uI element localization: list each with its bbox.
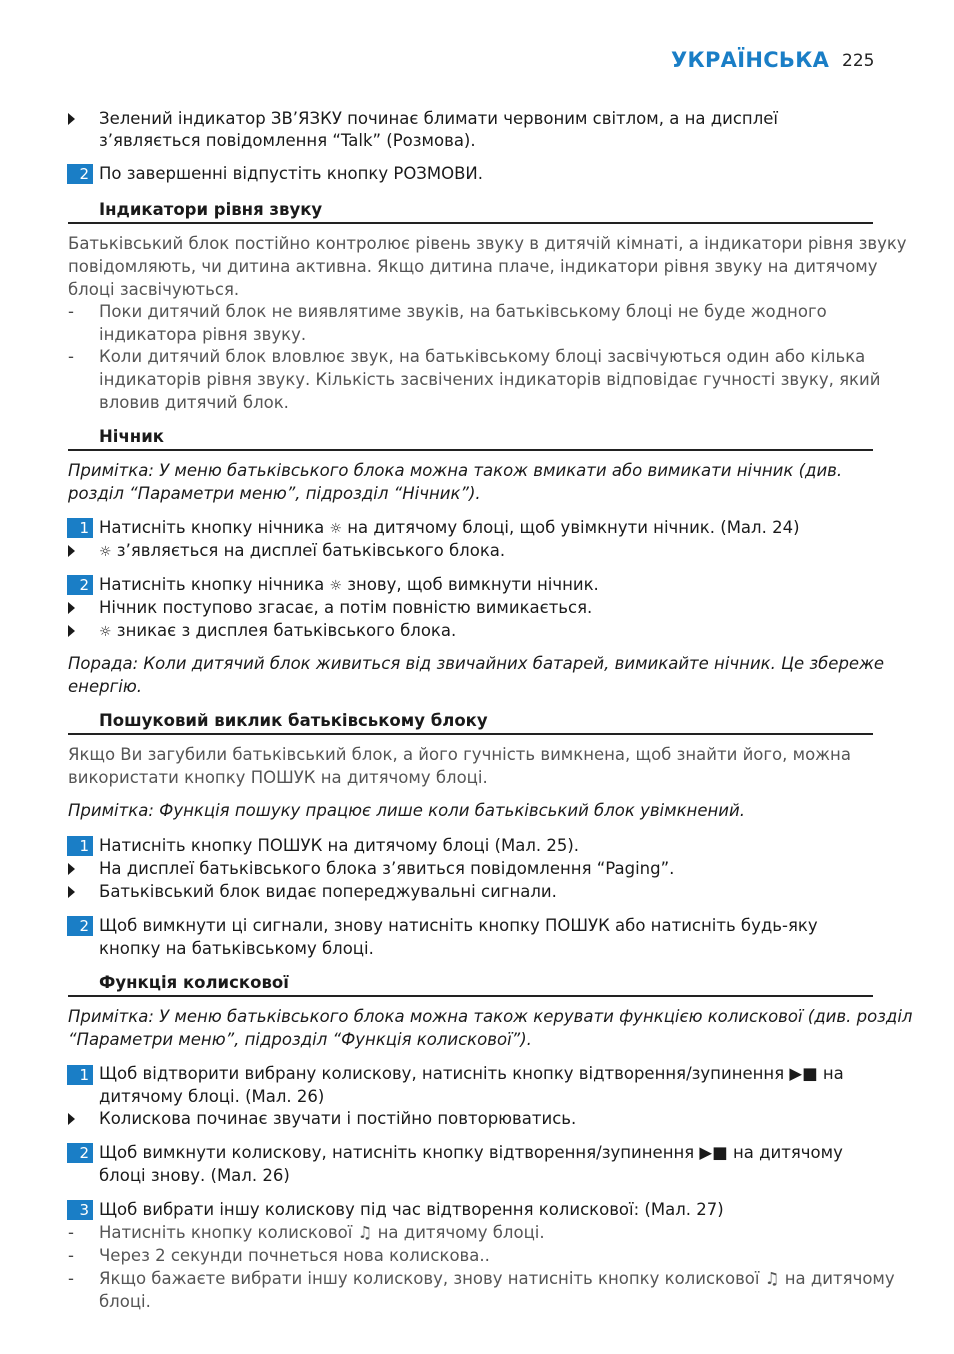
section-title: Нічник — [99, 427, 164, 446]
step-number: 2 — [67, 575, 93, 595]
step-text: Щоб відтворити вибрану колискову, натисніть кнопку відтворення/зупинення ▶■ на — [99, 1064, 844, 1083]
step-text: Натисніть кнопку ПОШУК на дитячому блоці (Мал. 25). — [99, 836, 580, 855]
note-line: розділ “Параметри меню”, підрозділ “Нічник”). — [68, 484, 481, 503]
dash-marker: - — [68, 347, 74, 366]
result-line: Нічник поступово згасає, а потім повністю вимикається. — [99, 598, 593, 617]
section-divider — [68, 222, 873, 224]
bullet-marker — [68, 886, 75, 898]
step-text: блоці знову. (Мал. 26) — [99, 1166, 290, 1185]
section-title: Індикатори рівня звуку — [99, 200, 323, 219]
section-title: Пошуковий виклик батьківському блоку — [99, 711, 488, 730]
step-text: По завершенні відпустіть кнопку РОЗМОВИ. — [99, 164, 484, 183]
note-line: “Параметри меню”, підрозділ “Функція колискової”). — [68, 1030, 532, 1049]
step-number: 2 — [67, 916, 93, 936]
bullet-marker — [68, 545, 75, 557]
result-line: На дисплеї батьківського блока з’явиться повідомлення “Paging”. — [99, 859, 675, 878]
bullet-marker — [68, 1113, 75, 1125]
step-number: 2 — [67, 164, 93, 184]
list-line: вловив дитячий блок. — [99, 393, 289, 412]
section-divider — [68, 733, 873, 735]
step-number: 1 — [67, 1065, 93, 1085]
nightlight-icon: ☼ — [329, 521, 343, 537]
tip-line: енергію. — [68, 677, 142, 696]
step-text: Натисніть кнопку нічника ☼ знову, щоб вимкнути нічник. — [99, 575, 599, 594]
list-line: блоці. — [99, 1292, 151, 1311]
step-text: Натисніть кнопку нічника ☼ на дитячому блоці, щоб увімкнути нічник. (Мал. 24) — [99, 518, 800, 537]
page-number: 225 — [842, 51, 875, 71]
nightlight-icon: ☼ — [99, 624, 112, 640]
dash-marker: - — [68, 1223, 74, 1242]
note-line: Примітка: У меню батьківського блока можна також вмикати або вимикати нічник (див. — [68, 461, 843, 480]
bullet-marker — [68, 625, 75, 637]
note-line: Примітка: У меню батьківського блока можна також керувати функцією колискової (див. розділ — [68, 1007, 913, 1026]
result-line: з’являється повідомлення “Talk” (Розмова). — [99, 131, 476, 150]
paragraph-line: використати кнопку ПОШУК на дитячому блоці. — [68, 768, 488, 787]
nightlight-icon: ☼ — [329, 578, 343, 594]
result-line: Зелений індикатор ЗВ’ЯЗКУ починає блимати червоним світлом, а на дисплеї — [99, 109, 778, 128]
section-divider — [68, 449, 873, 451]
nightlight-icon: ☼ — [99, 544, 112, 560]
result-line: ☼ зникає з дисплея батьківського блока. — [99, 621, 457, 640]
list-line: індикатора рівня звуку. — [99, 325, 307, 344]
list-line: індикаторів рівня звуку. Кількість засвічених індикаторів відповідає гучності звуку, який — [99, 370, 881, 389]
bullet-marker — [68, 113, 75, 125]
list-line: Натисніть кнопку колискової ♫ на дитячому блоці. — [99, 1223, 545, 1242]
dash-marker: - — [68, 302, 74, 321]
paragraph-line: Якщо Ви загубили батьківський блок, а його гучність вимкнена, щоб знайти його, можна — [68, 745, 851, 764]
paragraph-line: блоці засвічуються. — [68, 280, 240, 299]
section-divider — [68, 995, 873, 997]
dash-marker: - — [68, 1269, 74, 1288]
bullet-marker — [68, 863, 75, 875]
note-line: Примітка: Функція пошуку працює лише коли батьківський блок увімкнений. — [68, 801, 745, 820]
step-number: 1 — [67, 836, 93, 856]
step-number: 1 — [67, 518, 93, 538]
dash-marker: - — [68, 1246, 74, 1265]
result-line: ☼ з’являється на дисплеї батьківського блока. — [99, 541, 506, 560]
result-line: Батьківський блок видає попереджувальні сигнали. — [99, 882, 557, 901]
step-number: 2 — [67, 1143, 93, 1163]
tip-line: Порада: Коли дитячий блок живиться від звичайних батарей, вимикайте нічник. Це збереже — [68, 654, 885, 673]
list-line: Поки дитячий блок не виявлятиме звуків, на батьківському блоці не буде жодного — [99, 302, 827, 321]
list-line: Через 2 секунди почнеться нова колискова.. — [99, 1246, 490, 1265]
step-text: Щоб вибрати іншу колискову під час відтворення колискової: (Мал. 27) — [99, 1200, 724, 1219]
paragraph-line: Батьківський блок постійно контролює рівень звуку в дитячій кімнаті, а індикатори рівня звуку — [68, 234, 907, 253]
paragraph-line: повідомляють, чи дитина активна. Якщо дитина плаче, індикатори рівня звуку на дитячому — [68, 257, 878, 276]
step-text: Щоб вимкнути ці сигнали, знову натисніть кнопку ПОШУК або натисніть будь-яку — [99, 916, 818, 935]
section-title: Функція колискової — [99, 973, 289, 992]
result-line: Колискова починає звучати і постійно повторюватись. — [99, 1109, 577, 1128]
step-text: Щоб вимкнути колискову, натисніть кнопку відтворення/зупинення ▶■ на дитячому — [99, 1143, 843, 1162]
step-number: 3 — [67, 1200, 93, 1220]
list-line: Коли дитячий блок вловлює звук, на батьківському блоці засвічуються один або кілька — [99, 347, 866, 366]
language-heading: УКРАЇНСЬКА — [671, 48, 830, 72]
step-text: кнопку на батьківському блоці. — [99, 939, 374, 958]
step-text: дитячому блоці. (Мал. 26) — [99, 1087, 325, 1106]
bullet-marker — [68, 602, 75, 614]
list-line: Якщо бажаєте вибрати іншу колискову, знову натисніть кнопку колискової ♫ на дитячому — [99, 1269, 895, 1288]
